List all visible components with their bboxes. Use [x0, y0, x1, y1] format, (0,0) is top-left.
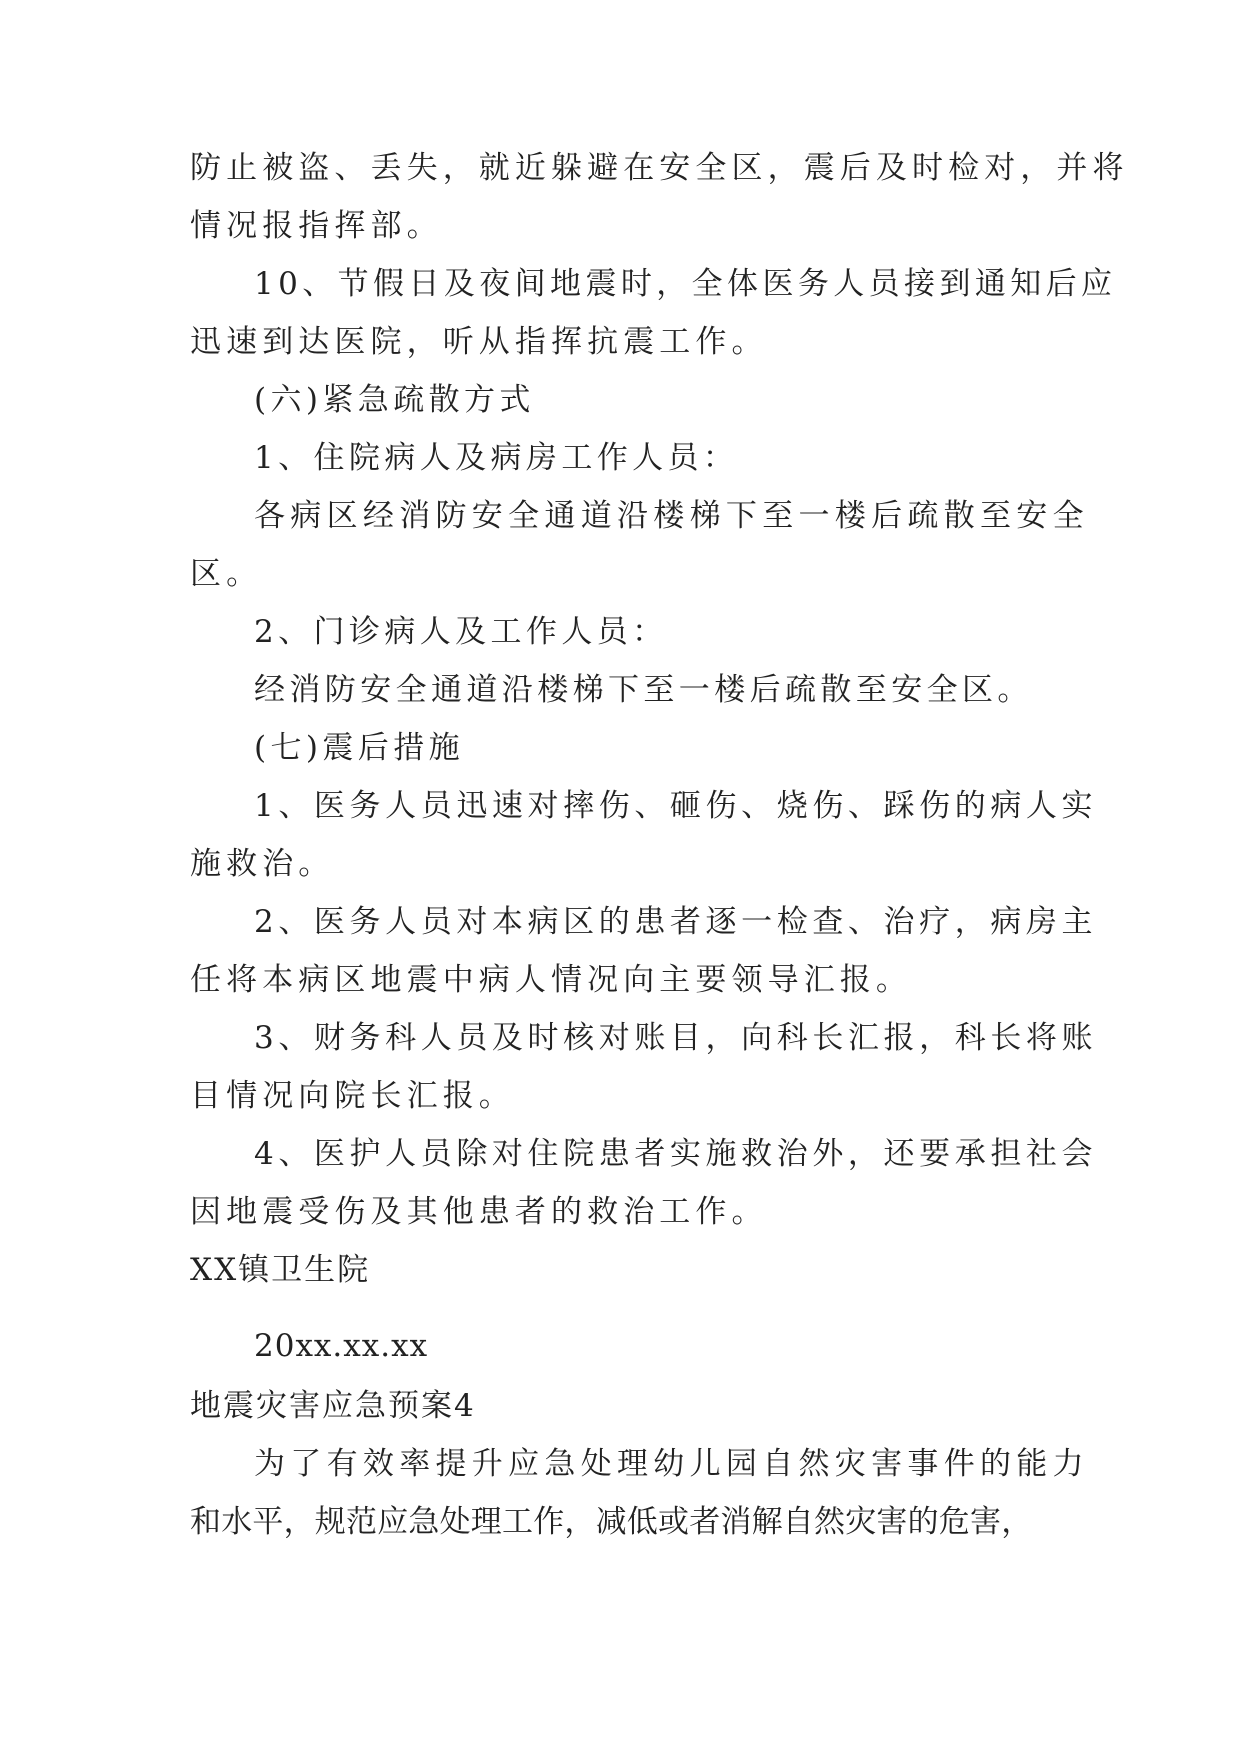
body-line: 情况报指挥部。 — [190, 208, 443, 244]
body-line: 2、门诊病人及工作人员： — [254, 614, 668, 650]
body-line: 2、医务人员对本病区的患者逐一检查、治疗，病房主 — [254, 904, 1098, 940]
body-line: 10、节假日及夜间地震时，全体医务人员接到通知后应 — [254, 266, 1117, 302]
body-line: 防止被盗、丢失，就近躲避在安全区，震后及时检对，并将 — [190, 150, 1129, 186]
section-heading: (七)震后措施 — [254, 730, 464, 766]
signature-org: XX镇卫生院 — [190, 1252, 371, 1288]
body-line: 和水平，规范应急处理工作，减低或者消解自然灾害的危害， — [190, 1504, 1033, 1540]
body-line: 区。 — [190, 556, 263, 592]
body-line: 任将本病区地震中病人情况向主要领导汇报。 — [190, 962, 912, 998]
body-line: 目情况向院长汇报。 — [190, 1078, 515, 1114]
signature-date: 20xx.xx.xx — [254, 1328, 429, 1364]
body-line: 因地震受伤及其他患者的救治工作。 — [190, 1194, 768, 1230]
body-line: 经消防安全通道沿楼梯下至一楼后疏散至安全区。 — [254, 672, 1033, 708]
body-line: 3、财务科人员及时核对账目，向科长汇报，科长将账 — [254, 1020, 1098, 1056]
body-line: 为了有效率提升应急处理幼儿园自然灾害事件的能力 — [254, 1446, 1089, 1482]
body-line: 施救治。 — [190, 846, 335, 882]
document-title: 地震灾害应急预案4 — [190, 1388, 476, 1424]
body-line: 1、医务人员迅速对摔伤、砸伤、烧伤、踩伤的病人实 — [254, 788, 1098, 824]
body-line: 各病区经消防安全通道沿楼梯下至一楼后疏散至安全 — [254, 498, 1089, 534]
body-line: 1、住院病人及病房工作人员： — [254, 440, 739, 476]
body-line: 迅速到达医院，听从指挥抗震工作。 — [190, 324, 768, 360]
section-heading: (六)紧急疏散方式 — [254, 382, 535, 418]
body-line: 4、医护人员除对住院患者实施救治外，还要承担社会 — [254, 1136, 1098, 1172]
